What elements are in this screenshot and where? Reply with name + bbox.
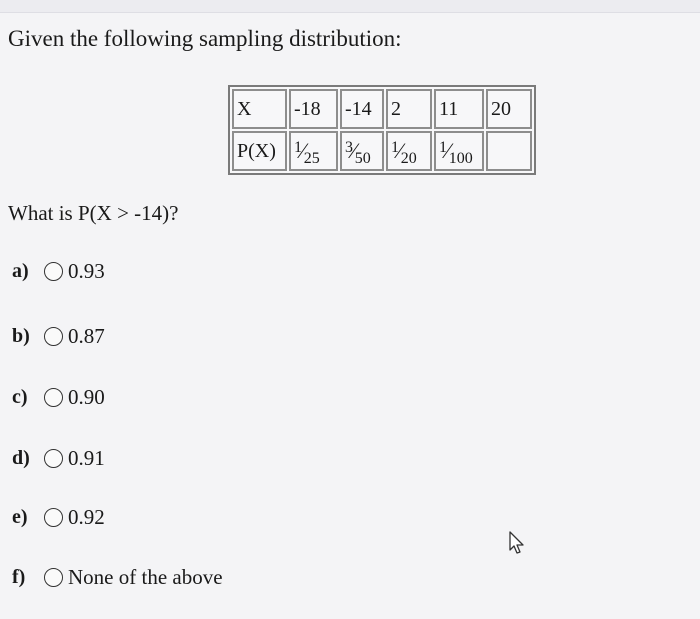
fraction-slash: ⁄ xyxy=(352,138,356,163)
empty-probability-cell xyxy=(486,131,532,171)
fraction-denominator: 100 xyxy=(448,150,473,167)
option-letter: c) xyxy=(12,386,28,408)
option-text: 0.90 xyxy=(68,385,105,409)
option-letter: e) xyxy=(12,506,28,528)
x-row xyxy=(232,89,532,129)
radio-button[interactable] xyxy=(44,262,63,281)
option-e[interactable] xyxy=(12,505,105,530)
radio-button[interactable] xyxy=(44,327,63,346)
option-text: 0.91 xyxy=(68,446,105,470)
fraction-numerator: 1 xyxy=(439,139,447,156)
option-letter: a) xyxy=(12,260,29,282)
question-title: Given the following sampling distribution: xyxy=(8,26,402,51)
top-bar xyxy=(0,0,700,13)
x-value-cell: -14 xyxy=(340,89,384,129)
fraction-denominator: 25 xyxy=(303,150,320,167)
option-letter: b) xyxy=(12,325,30,347)
option-c[interactable] xyxy=(12,385,105,410)
fraction-slash: ⁄ xyxy=(446,138,450,163)
fraction xyxy=(439,138,473,167)
radio-button[interactable] xyxy=(44,568,63,587)
x-value-cell: 2 xyxy=(386,89,432,129)
fraction-slash: ⁄ xyxy=(398,138,402,163)
option-b[interactable] xyxy=(12,324,105,349)
probability-cell xyxy=(434,131,484,171)
option-a[interactable] xyxy=(12,259,105,284)
px-header-cell: P(X) xyxy=(232,131,287,171)
fraction-slash: ⁄ xyxy=(301,138,305,163)
radio-button[interactable] xyxy=(44,449,63,468)
fraction-numerator: 3 xyxy=(345,139,353,156)
mouse-pointer-icon xyxy=(504,530,530,556)
option-text: 0.93 xyxy=(68,259,105,283)
fraction xyxy=(345,138,371,167)
option-text: None of the above xyxy=(68,565,223,589)
option-d[interactable] xyxy=(12,446,105,471)
x-value-cell: 11 xyxy=(434,89,484,129)
probability-cell xyxy=(340,131,384,171)
probability-cell xyxy=(386,131,432,171)
fraction-numerator: 1 xyxy=(391,139,399,156)
fraction-numerator: 1 xyxy=(294,139,302,156)
option-letter: d) xyxy=(12,447,30,469)
option-letter: f) xyxy=(12,566,26,588)
fraction-denominator: 50 xyxy=(354,150,371,167)
x-value-cell: -18 xyxy=(289,89,338,129)
fraction-denominator: 20 xyxy=(400,150,417,167)
probability-cell xyxy=(289,131,338,171)
x-value-cell: 20 xyxy=(486,89,532,129)
radio-button[interactable] xyxy=(44,388,63,407)
x-header-cell: X xyxy=(232,89,287,129)
question-prompt: What is P(X > -14)? xyxy=(8,201,179,225)
distribution-table xyxy=(228,85,536,175)
option-text: 0.92 xyxy=(68,505,105,529)
option-f[interactable] xyxy=(12,565,223,590)
px-row xyxy=(232,131,532,171)
fraction xyxy=(294,138,320,167)
option-text: 0.87 xyxy=(68,324,105,348)
radio-button[interactable] xyxy=(44,508,63,527)
fraction xyxy=(391,138,417,167)
